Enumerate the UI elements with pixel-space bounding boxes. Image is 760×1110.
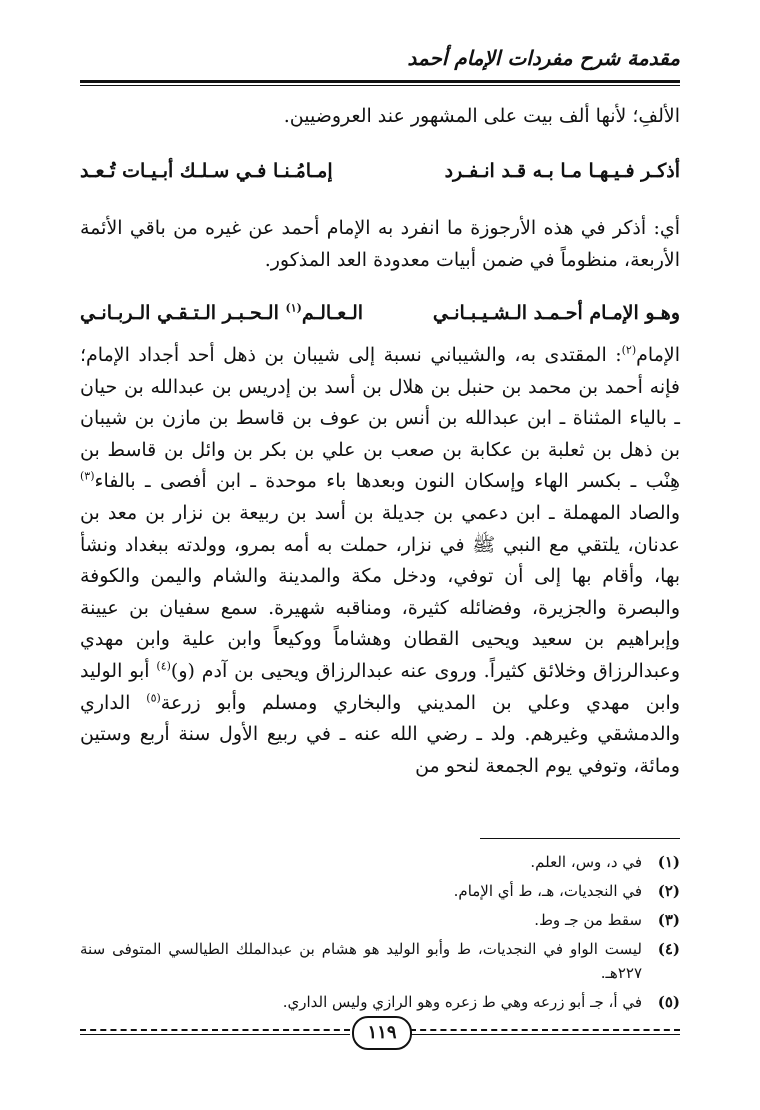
verse-two-second-hemistich [80, 302, 363, 324]
continuation-line: الألفِ؛ لأنها ألف بيت على المشهور عند العروضيين. [283, 105, 680, 127]
footnote-item [80, 850, 680, 874]
footnote-item [80, 937, 680, 985]
footnote-marker-5[interactable]: (٥) [146, 691, 161, 705]
verse-two-word-alim: الـعـالـم [301, 302, 364, 324]
page-number: ١١٩ [352, 1016, 412, 1050]
footnote-item [80, 908, 680, 932]
footnote-number: (٤) [657, 940, 680, 958]
para-text-part-2: والصاد المهملة ـ ابن دعمي بن جديلة بن أسد بن ربيعة بن نزار بن معد بن عدنان، يلتقي مع النبي ﷺ في نزار، حملت به أمه بمرو، وولدته ببغداد ونشأ بها، وأقام بها إلى أن توفي، ودخل مكة والمدينة والشام واليمن والكوفة والبصرة والجزيرة، وفضائله كثيرة، ومناقبه شهيرة. سمع سفيان بن عيينة وإبراهيم بن سعيد ويحيى القطان وهشاماً ووكيعاً وابن علية وابن مهدي وعبدالرزاق وخلائق كثيراً. وروى عنه عبدالرزاق ويحيى بن آدم (و) [80, 501, 680, 682]
verse-two [80, 298, 680, 334]
verse-two-rest: الـحـبـر الـتـقـي الـربـانـي [80, 302, 286, 324]
running-title: مقدمة شرح مفردات الإمام أحمد [407, 46, 680, 70]
footnote-item [80, 990, 680, 1014]
footer-ornament-left [80, 1029, 350, 1031]
footnote-number: (٢) [657, 882, 680, 900]
footnotes [80, 850, 680, 1019]
footnote-marker-2[interactable]: (٢) [621, 343, 637, 357]
footer-ornament-right [410, 1029, 680, 1031]
para-text-part-1: : المقتدى به، والشيباني نسبة إلى شيبان بن ذهل أحد أجداد الإمام؛ فإنه أحمد بن محمد بن حنبل بن هلال بن أسد بن إدريس بن عبدالله بن حيان ـ بالياء المثناة ـ ابن عبدالله بن أنس بن عوف بن قاسط بن مازن بن شيبان بن ذهل بن ثعلبة بن عكابة بن صعب بن علي بن بكر بن وائل بن قاسط بن هِنْب ـ بكسر الهاء وإسكان النون وبعدها باء موحدة ـ ابن أفصى ـ بالفاء [80, 344, 680, 493]
verse-one-second-hemistich: إمـامُـنـا فـي سـلـك أبـيـات تُـعـد [80, 160, 333, 182]
footnote-text: ليست الواو في النجديات، ط وأبو الوليد هو هشام بن عبدالملك الطيالسي المتوفى سنة ٢٢٧هـ. [80, 940, 642, 982]
verse-one-first-hemistich: أذكـر فـيـهـا مـا بـه قـد انـفـرد [444, 160, 680, 182]
footnote-marker-4[interactable]: (٤) [156, 659, 171, 673]
para-text-part-4: الداري والدمشقي وغيرهم. ولد ـ رضي الله عنه ـ في ربيع الأول سنة أربع وستين ومائة، وتوفي يوم الجمعة لنحو من [80, 691, 680, 777]
footnote-text: سقط من جـ وط. [534, 911, 642, 929]
footnote-marker-1[interactable]: (١) [285, 301, 302, 315]
verse-two-first-hemistich: وهـو الإمـام أحـمـد الـشـيـبـانـي [432, 302, 680, 324]
footnote-item [80, 879, 680, 903]
footnote-text: في د، وس، العلم. [530, 853, 642, 871]
para-lead-word: الإمام [636, 344, 680, 366]
footnote-text: في أ، جـ أبو زرعه وهي ط زعره وهو الرازي وليس الداري. [282, 993, 642, 1011]
footer-rule-right [410, 1034, 680, 1035]
page-footer [80, 1014, 680, 1054]
commentary-paragraph-one: أي: أذكر في هذه الأرجوزة ما انفرد به الإمام أحمد عن غيره من باقي الأئمة الأربعة، منظوماً في ضمن أبيات معدودة العد المذكور. [80, 217, 680, 271]
footnote-marker-3[interactable]: (٣) [80, 470, 95, 484]
footnote-number: (١) [657, 853, 680, 871]
commentary-paragraph-two [80, 340, 680, 782]
para-text-part-3: أبو الوليد وابن مهدي وعلي بن المديني والبخاري ومسلم وأبو زرعة [80, 659, 681, 714]
footnote-number: (٥) [657, 993, 680, 1011]
footnote-number: (٣) [657, 911, 680, 929]
footnote-text: في النجديات، هـ، ط أي الإمام. [453, 882, 642, 900]
footer-rule-left [80, 1034, 350, 1035]
header-rule-thin [80, 85, 680, 86]
verse-one [80, 156, 680, 192]
header-rule [80, 80, 680, 83]
running-header [80, 40, 680, 80]
footnote-separator [480, 838, 680, 839]
